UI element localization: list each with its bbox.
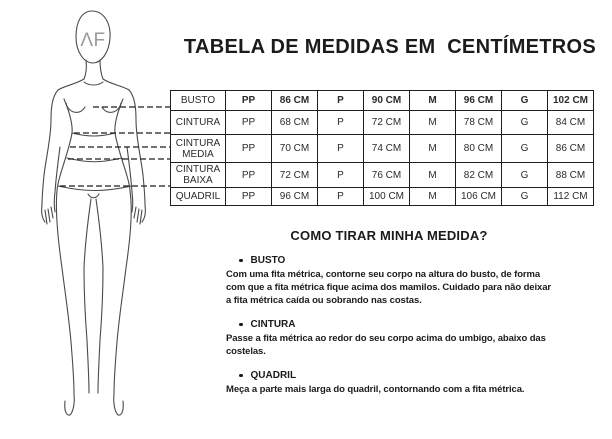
bullet-icon bbox=[239, 374, 243, 378]
guide-section-cintura bbox=[226, 319, 552, 358]
value-cell: 86 CM bbox=[548, 135, 594, 163]
guide-label-text: QUADRIL bbox=[250, 370, 297, 381]
guide-title: COMO TIRAR MINHA MEDIDA? bbox=[290, 228, 488, 243]
value-cell: 72 CM bbox=[272, 163, 318, 188]
size-cell: G bbox=[502, 111, 548, 135]
measurement-guide bbox=[226, 228, 552, 408]
size-cell: M bbox=[410, 135, 456, 163]
guide-section-label bbox=[226, 319, 552, 330]
size-cell: P bbox=[318, 135, 364, 163]
figure-outline bbox=[42, 11, 146, 415]
guide-section-label bbox=[226, 255, 552, 266]
size-cell: M bbox=[410, 111, 456, 135]
size-cell: G bbox=[502, 135, 548, 163]
size-table bbox=[170, 90, 594, 206]
page-title: TABELA DE MEDIDAS EM CENTÍMETROS bbox=[183, 36, 597, 58]
table-row-cintura-baixa bbox=[171, 163, 594, 188]
size-cell: M bbox=[410, 91, 456, 111]
value-cell: 68 CM bbox=[272, 111, 318, 135]
value-cell: 106 CM bbox=[456, 188, 502, 206]
value-cell: 72 CM bbox=[364, 111, 410, 135]
row-label: CINTURA bbox=[171, 111, 226, 135]
bullet-icon bbox=[239, 323, 243, 327]
value-cell: 76 CM bbox=[364, 163, 410, 188]
size-cell: P bbox=[318, 111, 364, 135]
value-cell: 84 CM bbox=[548, 111, 594, 135]
brand-monogram: ΛF bbox=[80, 30, 106, 51]
measurement-leader-lines bbox=[60, 107, 170, 186]
size-cell: M bbox=[410, 188, 456, 206]
table-row-cintura bbox=[171, 111, 594, 135]
value-cell: 96 CM bbox=[272, 188, 318, 206]
table-row-cintura-media bbox=[171, 135, 594, 163]
row-label: QUADRIL bbox=[171, 188, 226, 206]
value-cell: 70 CM bbox=[272, 135, 318, 163]
size-cell: PP bbox=[226, 91, 272, 111]
value-cell: 90 CM bbox=[364, 91, 410, 111]
value-cell: 96 CM bbox=[456, 91, 502, 111]
value-cell: 86 CM bbox=[272, 91, 318, 111]
size-cell: PP bbox=[226, 188, 272, 206]
guide-section-quadril bbox=[226, 370, 552, 396]
size-cell: M bbox=[410, 163, 456, 188]
value-cell: 78 CM bbox=[456, 111, 502, 135]
size-cell: PP bbox=[226, 135, 272, 163]
row-label: BUSTO bbox=[171, 91, 226, 111]
guide-label-text: BUSTO bbox=[250, 255, 286, 266]
guide-section-busto bbox=[226, 255, 552, 307]
row-label: CINTURA MEDIA bbox=[171, 135, 226, 163]
size-cell: PP bbox=[226, 111, 272, 135]
size-cell: P bbox=[318, 91, 364, 111]
guide-section-label bbox=[226, 370, 552, 381]
guide-label-text: CINTURA bbox=[250, 319, 296, 330]
value-cell: 100 CM bbox=[364, 188, 410, 206]
value-cell: 74 CM bbox=[364, 135, 410, 163]
guide-section-text: Passe a fita métrica ao redor do seu corpo acima do umbigo, abaixo das costelas. bbox=[226, 333, 546, 357]
size-cell: PP bbox=[226, 163, 272, 188]
value-cell: 112 CM bbox=[548, 188, 594, 206]
table-row-quadril bbox=[171, 188, 594, 206]
size-cell: G bbox=[502, 91, 548, 111]
size-cell: P bbox=[318, 163, 364, 188]
guide-section-text: Meça a parte mais larga do quadril, contornando com a fita métrica. bbox=[226, 384, 525, 395]
value-cell: 88 CM bbox=[548, 163, 594, 188]
hip-contour-line bbox=[58, 186, 131, 191]
size-cell: P bbox=[318, 188, 364, 206]
value-cell: 82 CM bbox=[456, 163, 502, 188]
size-cell: G bbox=[502, 163, 548, 188]
bullet-icon bbox=[239, 259, 243, 263]
value-cell: 102 CM bbox=[548, 91, 594, 111]
table-row-busto bbox=[171, 91, 594, 111]
value-cell: 80 CM bbox=[456, 135, 502, 163]
guide-section-text: Com uma fita métrica, contorne seu corpo na altura do busto, de forma com que a fita métrica fique acima dos mamilos. Cuidado para não deixar a fita métrica caída ou sobrando nas costas. bbox=[226, 269, 551, 306]
size-cell: G bbox=[502, 188, 548, 206]
row-label: CINTURA BAIXA bbox=[171, 163, 226, 188]
